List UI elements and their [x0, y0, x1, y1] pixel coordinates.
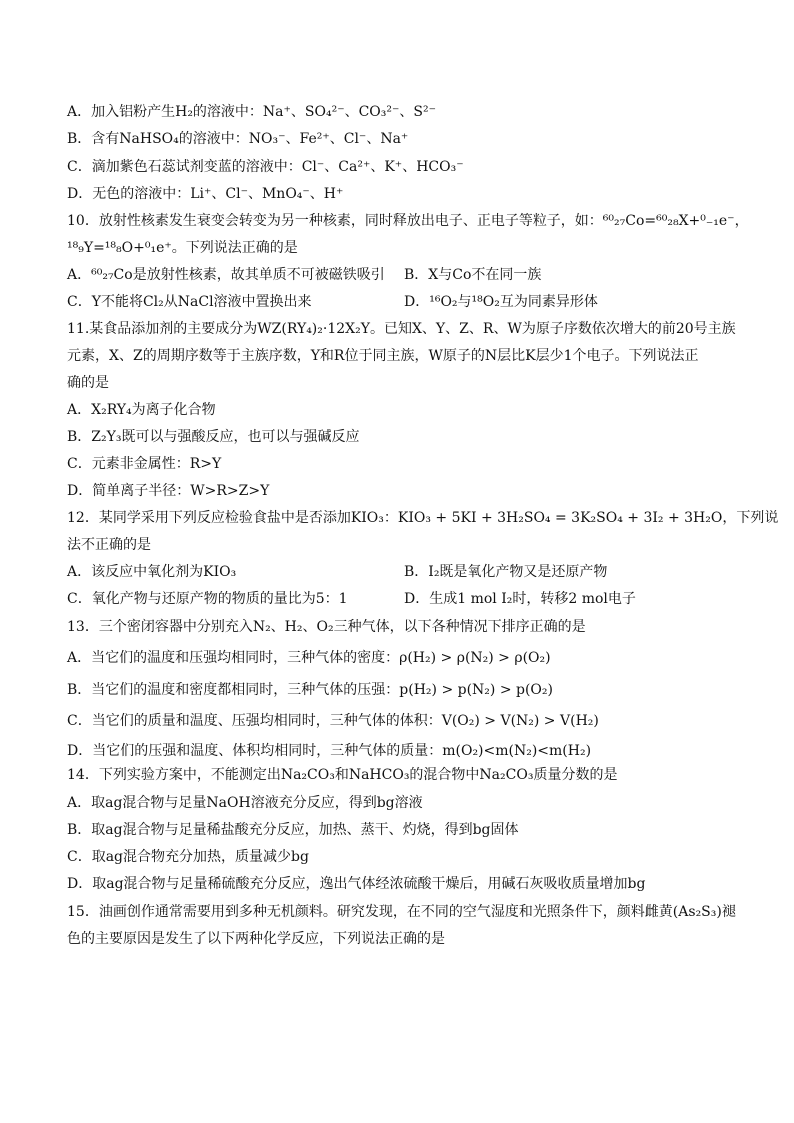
q10-stem-line2: ¹⁸₉Y=¹⁸₈O+⁰₁e⁺。下列说法正确的是 [67, 240, 298, 256]
q14-option-b: B．取ag混合物与足量稀盐酸充分反应，加热、蒸干、灼烧，得到bg固体 [67, 822, 519, 838]
q11-stem-line2: 元素，X、Z的周期序数等于主族序数，Y和R位于同主族，W原子的N层比K层少1个电子。下列说法正 [67, 348, 699, 364]
q11-option-c: C．元素非金属性：R>Y [67, 456, 222, 472]
q9-option-d: D．无色的溶液中：Li⁺、Cl⁻、MnO₄⁻、H⁺ [67, 186, 344, 202]
q15-stem-line2: 色的主要原因是发生了以下两种化学反应，下列说法正确的是 [67, 931, 445, 947]
q11-stem-line3: 确的是 [67, 375, 109, 391]
q10-option-d: D．¹⁶O₂与¹⁸O₂互为同素异形体 [404, 294, 598, 310]
q13-option-d: D．当它们的压强和温度、体积均相同时，三种气体的质量：m(O₂)<m(N₂)<m(H₂) [67, 743, 592, 759]
q11-option-b: B．Z₂Y₃既可以与强酸反应，也可以与强碱反应 [67, 429, 360, 445]
q10-stem-line1: 10．放射性核素发生衰变会转变为另一种核素，同时释放出电子、正电子等粒子，如：⁶⁰₂₇Co=⁶⁰₂₈X+⁰₋₁e⁻， [67, 213, 749, 229]
q12-stem-line1: 12．某同学采用下列反应检验食盐中是否添加KIO₃：KIO₃ + 5KI + 3H₂SO₄ = 3K₂SO₄ + 3I₂ + 3H₂O，下列说 [67, 510, 779, 526]
q14-option-a: A．取ag混合物与足量NaOH溶液充分反应，得到bg溶液 [67, 795, 423, 811]
q12-option-d: D．生成1 mol I₂时，转移2 mol电子 [404, 591, 636, 607]
q9-option-c: C．滴加紫色石蕊试剂变蓝的溶液中：Cl⁻、Ca²⁺、K⁺、HCO₃⁻ [67, 159, 464, 175]
q12-option-c: C．氧化产物与还原产物的物质的量比为5：1 [67, 591, 348, 607]
q13-option-a: A．当它们的温度和压强均相同时，三种气体的密度：ρ(H₂) > ρ(N₂) > ρ(O₂) [67, 650, 551, 666]
q14-option-c: C．取ag混合物充分加热，质量减少bg [67, 849, 309, 865]
q12-option-a: A．该反应中氧化剂为KIO₃ [67, 564, 237, 580]
q15-stem-line1: 15．油画创作通常需要用到多种无机颜料。研究发现，在不同的空气湿度和光照条件下，颜料雌黄(As₂S₃)褪 [67, 904, 736, 920]
q12-stem-line2: 法不正确的是 [67, 537, 151, 553]
q10-option-a: A．⁶⁰₂₇Co是放射性核素，故其单质不可被磁铁吸引 [67, 267, 385, 283]
q11-stem-line1: 11.某食品添加剂的主要成分为WZ(RY₄)₂·12X₂Y。已知X、Y、Z、R、W为原子序数依次增大的前20号主族 [67, 321, 736, 337]
q11-option-a: A．X₂RY₄为离子化合物 [67, 402, 216, 418]
q9-option-a: A．加入铝粉产生H₂的溶液中：Na⁺、SO₄²⁻、CO₃²⁻、S²⁻ [67, 104, 436, 120]
q13-stem: 13．三个密闭容器中分别充入N₂、H₂、O₂三种气体，以下各种情况下排序正确的是 [67, 619, 586, 635]
q11-option-d: D．简单离子半径：W>R>Z>Y [67, 483, 270, 499]
q13-option-b: B．当它们的温度和密度都相同时，三种气体的压强：p(H₂) > p(N₂) > p(O₂) [67, 682, 553, 698]
q14-stem: 14．下列实验方案中，不能测定出Na₂CO₃和NaHCO₃的混合物中Na₂CO₃质量分数的是 [67, 767, 618, 783]
q14-option-d: D．取ag混合物与足量稀硫酸充分反应，逸出气体经浓硫酸干燥后，用碱石灰吸收质量增加bg [67, 876, 646, 892]
q12-option-b: B．I₂既是氧化产物又是还原产物 [404, 564, 608, 580]
q10-option-b: B．X与Co不在同一族 [404, 267, 542, 283]
q13-option-c: C．当它们的质量和温度、压强均相同时，三种气体的体积：V(O₂) > V(N₂) > V(H₂) [67, 713, 599, 729]
q9-option-b: B．含有NaHSO₄的溶液中：NO₃⁻、Fe²⁺、Cl⁻、Na⁺ [67, 131, 409, 147]
q10-option-c: C．Y不能将Cl₂从NaCl溶液中置换出来 [67, 294, 312, 310]
